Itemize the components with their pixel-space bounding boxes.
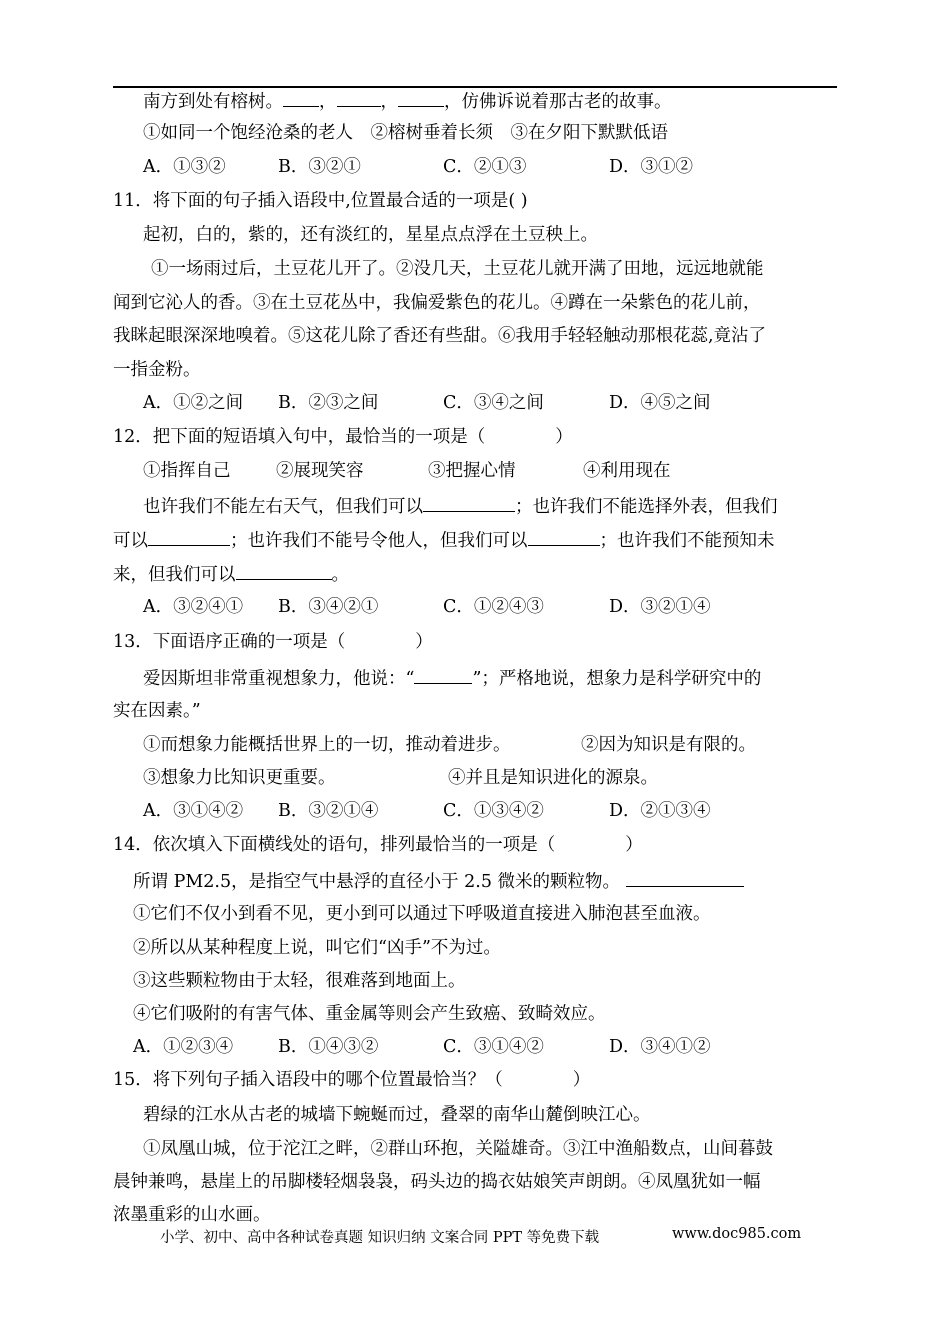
q15-sentence: 碧绿的江水从古老的城墙下蜿蜒而过，叠翠的南华山麓倒映江心。 [143,1105,651,1125]
q12-line1: 也许我们不能左右天气，但我们可以 ；也许我们不能选择外表，但我们 [143,493,778,519]
q13-line2: 实在因素。” [113,701,201,721]
page-footer [160,1226,802,1247]
option-c: C．①②④③ [443,597,544,617]
option-b: B．②③之间 [278,393,379,413]
option-c: C．②①③ [443,157,527,177]
q11-para-line: 一指金粉。 [113,360,201,380]
q15-para-line: 晨钟兼鸣，悬崖上的吊脚楼轻烟袅袅，码头边的捣衣姑娘笑声朗朗。④凤凰犹如一幅 [113,1172,761,1192]
q11-para-line: 我眯起眼深深地嗅着。⑤这花儿除了香还有些甜。⑥我用手轻轻触动那根花蕊,竟沾了 [113,326,767,346]
phrase-item: ②展现笑容 [276,461,364,481]
option-a: A．③②④① [143,597,244,617]
option-d: D．②①③④ [609,801,711,821]
option-b: B．③④②① [278,597,379,617]
option-b: B．③②①④ [278,801,379,821]
option-a: A．①②③④ [133,1037,234,1057]
phrase-item: ④利用现在 [583,461,671,481]
option-b: B．③②① [278,157,361,177]
option-d: D．③①② [609,157,694,177]
phrase-item: ①指挥自己 [143,461,231,481]
q15-para-line: ①凤凰山城，位于沱江之畔，②群山环抱，关隘雄奇。③江中渔船数点，山间暮鼓 [143,1139,773,1159]
option-c: C．①③④② [443,801,544,821]
item: ④并且是知识进化的源泉。 [448,768,658,788]
q10-items: ①如同一个饱经沧桑的老人 ②榕树垂着长须 ③在夕阳下默默低语 [143,123,668,143]
q14-item: ③这些颗粒物由于太轻，很难落到地面上。 [133,971,466,991]
q11-question: 11．将下面的句子插入语段中,位置最合适的一项是( ) [113,191,528,211]
q14-question: 14．依次填入下面横线处的语句，排列最恰当的一项是（ ） [113,835,643,855]
option-c: C．③①④② [443,1037,544,1057]
option-a: A．①③② [143,157,226,177]
item: ③想象力比知识更重要。 [143,768,336,788]
option-d: D．③④①② [609,1037,711,1057]
q11-sentence: 起初，白的，紫的，还有淡红的，星星点点浮在土豆秧上。 [143,225,598,245]
q12-line2: 可以 ；也许我们不能号令他人，但我们可以 ；也许我们不能预知未 [113,527,775,553]
item: ②因为知识是有限的。 [581,735,756,755]
option-a: A．①②之间 [143,393,244,413]
option-d: D．③②①④ [609,597,711,617]
phrase-item: ③把握心情 [428,461,516,481]
q11-para-line: 闻到它沁人的香。③在土豆花丛中，我偏爱紫色的花儿。④蹲在一朵紫色的花儿前， [113,293,761,313]
option-a: A．③①④② [143,801,244,821]
option-c: C．③④之间 [443,393,544,413]
q15-question: 15．将下列句子插入语段中的哪个位置最恰当？（ ） [113,1070,591,1090]
q14-intro: 所谓 PM2.5，是指空气中悬浮的直径小于 2.5 微米的颗粒物。 [133,868,744,894]
footer-text: 小学、初中、高中各种试卷真题 知识归纳 文案合同 PPT 等免费下载 [160,1230,600,1246]
q14-item: ④它们吸附的有害气体、重金属等则会产生致癌、致畸效应。 [133,1004,606,1024]
q10-stem: 南方到处有榕树。 ， ， ，仿佛诉说着那古老的故事。 [143,88,672,114]
q15-para-line: 浓墨重彩的山水画。 [113,1205,271,1225]
footer-url-link[interactable]: www.doc985.com [672,1226,802,1242]
q12-line3: 来，但我们可以 。 [113,561,349,587]
item: ①而想象力能概括世界上的一切，推动着进步。 [143,735,511,755]
q12-question: 12．把下面的短语填入句中，最恰当的一项是（ ） [113,427,573,447]
q11-para-line: ①一场雨过后，土豆花儿开了。②没几天，土豆花儿就开满了田地，远远地就能 [151,259,764,279]
q14-item: ①它们不仅小到看不见，更小到可以通过下呼吸道直接进入肺泡甚至血液。 [133,904,711,924]
option-b: B．①④③② [278,1037,379,1057]
q13-line1: 爱因斯坦非常重视想象力，他说：“ ”；严格地说，想象力是科学研究中的 [143,665,761,691]
option-d: D．④⑤之间 [609,393,711,413]
q14-item: ②所以从某种程度上说，叫它们“凶手”不为过。 [133,938,501,958]
q13-question: 13．下面语序正确的一项是（ ） [113,632,433,652]
